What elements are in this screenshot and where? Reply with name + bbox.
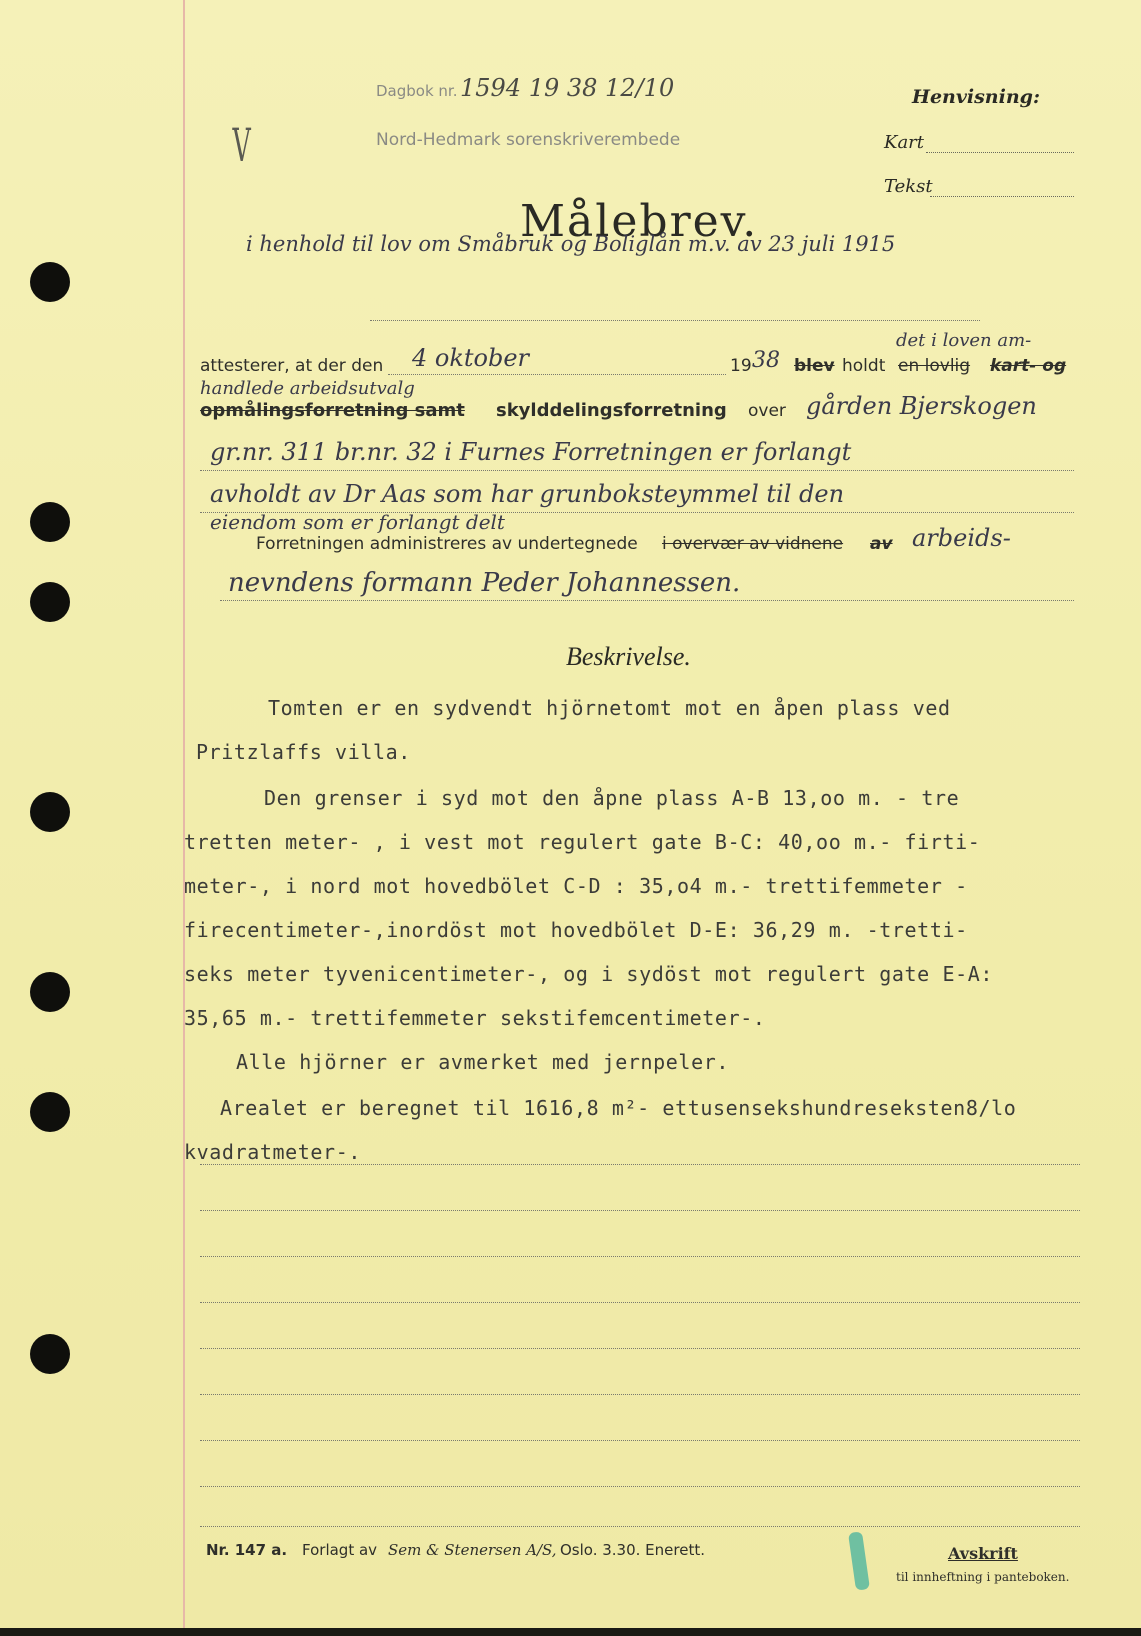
punch-hole bbox=[30, 262, 70, 302]
date-value: 4 oktober bbox=[412, 344, 530, 372]
holdt-label: holdt bbox=[842, 356, 886, 376]
publisher-suffix: Oslo. 3.30. Enerett. bbox=[560, 1541, 705, 1559]
dotted-line bbox=[200, 1348, 1080, 1349]
avskrift-sub: til innheftning i panteboken. bbox=[896, 1570, 1070, 1584]
punch-hole bbox=[30, 792, 70, 832]
description-line: Alle hjörner er avmerket med jernpeler. bbox=[236, 1050, 729, 1074]
publisher-name: Sem & Stenersen A/S, bbox=[388, 1541, 557, 1559]
punch-hole bbox=[30, 972, 70, 1012]
dotted-line bbox=[200, 1440, 1080, 1441]
attesterer-label: attesterer, at der den bbox=[200, 356, 384, 376]
object-line-3: avholdt av Dr Aas som har grunboksteymmel til den bbox=[210, 480, 845, 508]
struck-en-lovlig: en lovlig bbox=[898, 356, 971, 376]
struck-blev: blev bbox=[794, 356, 835, 376]
stamp-office: Nord-Hedmark sorenskriverembede bbox=[376, 130, 681, 150]
description-line: Tomten er en sydvendt hjörnetomt mot en åpen plass ved bbox=[268, 696, 951, 720]
scan-edge bbox=[0, 1628, 1141, 1636]
dotted-line bbox=[200, 1486, 1080, 1487]
henvisning-label: Henvisning: bbox=[912, 86, 1040, 108]
object-line-1: gården Bjerskogen bbox=[806, 392, 1037, 420]
year-value: 38 bbox=[752, 348, 780, 373]
punch-hole bbox=[30, 1092, 70, 1132]
avskrift-label: Avskrift bbox=[948, 1544, 1018, 1563]
admin-hand-1: arbeids- bbox=[912, 524, 1011, 552]
dotted-line bbox=[200, 1164, 1080, 1165]
over-label: over bbox=[748, 401, 786, 421]
description-line: 35,65 m.- trettifemmeter sekstifemcentimeter-. bbox=[184, 1006, 766, 1030]
description-line: meter-, i nord mot hovedbölet C-D : 35,o4 m.- trettifemmeter - bbox=[184, 874, 968, 898]
struck-overvar: i overvær av vidnene bbox=[662, 534, 844, 554]
object-line-4: eiendom som er forlangt delt bbox=[210, 510, 505, 534]
struck-av: av bbox=[870, 534, 893, 554]
punch-hole bbox=[30, 1334, 70, 1374]
title-subtitle: i henhold til lov om Småbruk og Boliglån m.v. av 23 juli 1915 bbox=[246, 232, 896, 256]
insert-above-opmaling: handlede arbeidsutvalg bbox=[200, 378, 415, 399]
green-ink-mark bbox=[848, 1531, 870, 1590]
tekst-label: Tekst bbox=[884, 176, 933, 197]
document-title: Målebrev. bbox=[520, 196, 759, 247]
publisher-prefix: Forlagt av bbox=[302, 1541, 378, 1559]
object-line-2: gr.nr. 311 br.nr. 32 i Furnes Forretningen er forlangt bbox=[210, 438, 852, 466]
kart-label: Kart bbox=[884, 132, 925, 153]
dotted-line bbox=[200, 1526, 1080, 1527]
skylddeling-label: skylddelingsforretning bbox=[496, 400, 727, 421]
year-prefix: 19 bbox=[730, 356, 752, 376]
dotted-line bbox=[200, 470, 1074, 471]
description-line: Pritzlaffs villa. bbox=[196, 740, 411, 764]
dotted-line bbox=[200, 1210, 1080, 1211]
form-number: Nr. 147 a. bbox=[206, 1541, 288, 1559]
struck-kart-og: kart- og bbox=[990, 356, 1067, 376]
description-line: firecentimeter-,inordöst mot hovedbölet D-E: 36,29 m. -tretti- bbox=[184, 918, 968, 942]
insert-above-lovlig: det i loven am- bbox=[896, 330, 1032, 351]
stamp-dagbok-label: Dagbok nr. bbox=[376, 82, 458, 100]
date-line bbox=[388, 374, 726, 375]
description-line: Arealet er beregnet til 1616,8 m²- ettusensekshundreseksten8/lo bbox=[220, 1096, 1017, 1120]
section-heading: Beskrivelse. bbox=[566, 642, 691, 671]
check-mark-icon: V bbox=[232, 118, 251, 172]
admin-label: Forretningen administreres av undertegnede bbox=[256, 534, 638, 554]
tekst-line bbox=[930, 196, 1074, 197]
dotted-line bbox=[220, 600, 1074, 601]
stamp-dagbok-number: 1594 19 38 12/10 bbox=[460, 74, 675, 102]
dotted-line bbox=[200, 1256, 1080, 1257]
admin-hand-2: nevndens formann Peder Johannessen. bbox=[228, 568, 741, 598]
dotted-line bbox=[200, 1394, 1080, 1395]
description-line: Den grenser i syd mot den åpne plass A-B 13,oo m. - tre bbox=[264, 786, 960, 810]
punch-hole bbox=[30, 502, 70, 542]
dotted-line bbox=[370, 320, 980, 321]
description-line: kvadratmeter-. bbox=[184, 1140, 361, 1164]
kart-line bbox=[926, 152, 1074, 153]
struck-opmaling: opmålingsforretning samt bbox=[200, 400, 465, 421]
description-line: tretten meter- , i vest mot regulert gate B-C: 40,oo m.- firti- bbox=[184, 830, 981, 854]
punch-hole bbox=[30, 582, 70, 622]
dotted-line bbox=[200, 1302, 1080, 1303]
margin-rule bbox=[183, 0, 185, 1636]
description-line: seks meter tyvenicentimeter-, og i sydöst mot regulert gate E-A: bbox=[184, 962, 994, 986]
